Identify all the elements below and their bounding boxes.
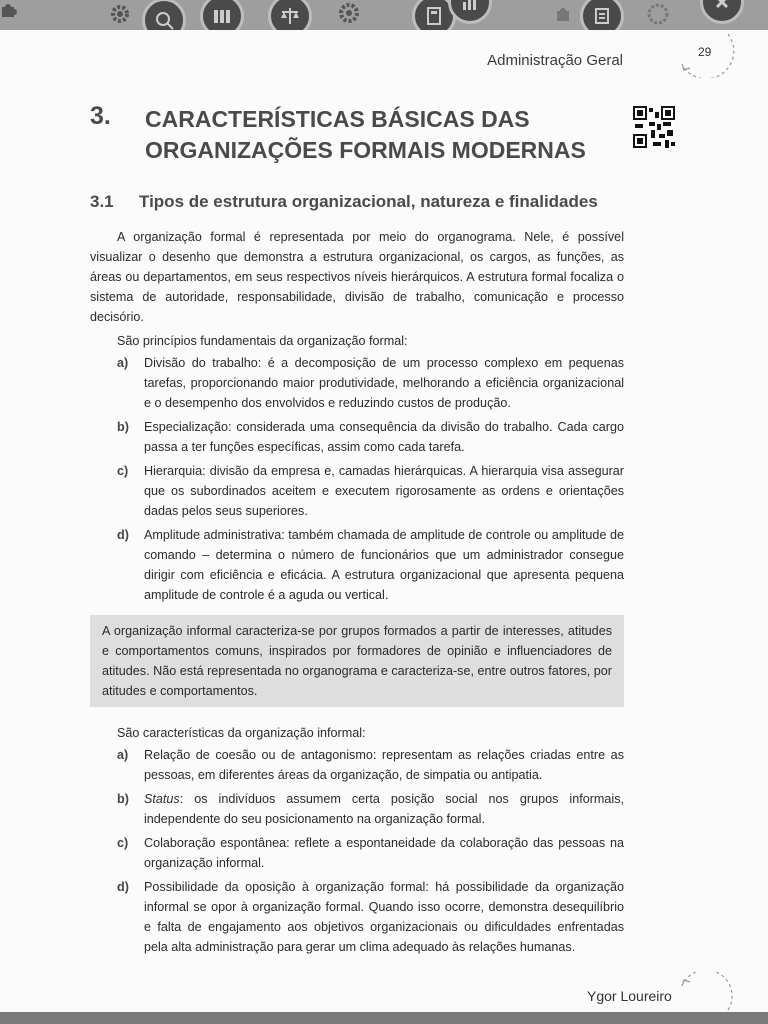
- status-text: : os indivíduos assumem certa posição social nos grupos informais, independente do seu posicionamento na organização formal.: [144, 792, 624, 826]
- formal-principles-lead: São princípios fundamentais da organização formal:: [117, 334, 408, 348]
- list-item: [90, 353, 624, 413]
- chapter-number: 3.: [90, 102, 111, 130]
- list-item-text: Relação de coesão ou de antagonismo: representam as relações criadas entre as pessoas, em diferentes áreas da organização, de simpatia ou antipatia.: [144, 748, 624, 782]
- page-number: 29: [698, 45, 712, 59]
- close-icon: [700, 0, 744, 24]
- list-item-text: Hierarquia: divisão da empresa e, camadas hierárquicas. A hierarquia visa assegurar que os subordinados aceitem e executem rigorosamente as ordens e orientações dadas pelos seus superiores.: [144, 464, 624, 518]
- list-item: [90, 833, 624, 873]
- list-item: [90, 525, 624, 605]
- gear-icon: [644, 0, 672, 28]
- chapter-title: CARACTERÍSTICAS BÁSICAS DAS ORGANIZAÇÕES FORMAIS MODERNAS: [145, 106, 586, 163]
- section-number: 3.1: [90, 192, 114, 211]
- list-item-text: Colaboração espontânea: reflete a espontaneidade da colaboração das pessoas na organização informal.: [144, 836, 624, 870]
- gear-icon: [336, 0, 362, 26]
- intro-paragraph: A organização formal é representada por meio do organograma. Nele, é possível visualizar o desenho que demonstra a estrutura organizacional, os cargos, as funções, as áreas ou departamentos, em seus respectivos níveis hierárquicos. A estrutura formal focaliza o sistema de autoridade, responsabilidade, divisão de trabalho, comunicação e processo decisório.: [90, 230, 624, 324]
- informal-characteristics-lead: São características da organização informal:: [117, 726, 366, 740]
- gear-icon: [108, 2, 132, 26]
- list-marker: b): [117, 792, 129, 806]
- section-title: Tipos de estrutura organizacional, natureza e finalidades: [139, 192, 598, 211]
- list-item-text: Divisão do trabalho: é a decomposição de um processo complexo em pequenas tarefas, proporcionando maior produtividade, melhorando a eficiência organizacional e o desempenho dos envolvidos e reduzindo custos de produção.: [144, 356, 624, 410]
- informal-characteristics-list: [90, 745, 624, 957]
- top-decorative-band: [0, 0, 768, 30]
- analytics-icon: [142, 0, 186, 30]
- arrow-arc-icon: [676, 972, 738, 1012]
- footer-author: Ygor Loureiro: [587, 988, 672, 1004]
- page-content: [90, 227, 624, 961]
- list-item: [90, 461, 624, 521]
- highlight-box: A organização informal caracteriza-se por grupos formados a partir de interesses, atitudes e comportamentos comuns, inspirados por formadores de opinião e influenciadores de atitudes. Não está representada no organograma e caracteriza-se, entre outros fatores, por atitudes e comportamentos.: [90, 615, 624, 707]
- puzzle-icon: [0, 2, 22, 20]
- bottom-decorative-band: [0, 1012, 768, 1024]
- qr-code-icon: [633, 106, 675, 148]
- list-item: [90, 417, 624, 457]
- books-icon: [200, 0, 244, 30]
- list-marker: c): [117, 464, 129, 478]
- list-item: [90, 789, 624, 829]
- puzzle-icon: [554, 6, 576, 24]
- list-marker: d): [117, 880, 129, 894]
- list-marker: a): [117, 748, 129, 762]
- list-marker: b): [117, 420, 129, 434]
- header-title: Administração Geral: [487, 52, 623, 69]
- list-item-text: Amplitude administrativa: também chamada de amplitude de controle ou amplitude de comando – determina o número de funcionários que um administrador consegue dirigir com eficiência e eficácia. A estrutura organizacional que apresenta pequena amplitude de controle é a aguda ou vertical.: [144, 528, 624, 602]
- list-item-text: Possibilidade da oposição à organização formal: há possibilidade da organização informal se opor à organização formal. Quando isso ocorre, demonstra desequilíbrio e falta de engajamento aos objetivos organizacionais ou dificuldades enfrentadas pela alta administração para gerar um clima adequado às relações humanas.: [144, 880, 624, 954]
- list-marker: d): [117, 528, 129, 542]
- list-item-text: Especialização: considerada uma consequência da divisão do trabalho. Cada cargo passa a ter funções específicas, assim como cada tarefa.: [144, 420, 624, 454]
- scale-icon: [268, 0, 312, 30]
- formal-principles-list: [90, 353, 624, 605]
- list-item: [90, 877, 624, 957]
- document-icon: [580, 0, 624, 30]
- list-item: [90, 745, 624, 785]
- list-marker: c): [117, 836, 129, 850]
- status-term: Status: [144, 792, 180, 806]
- list-marker: a): [117, 356, 129, 370]
- list-item-text: [144, 789, 624, 829]
